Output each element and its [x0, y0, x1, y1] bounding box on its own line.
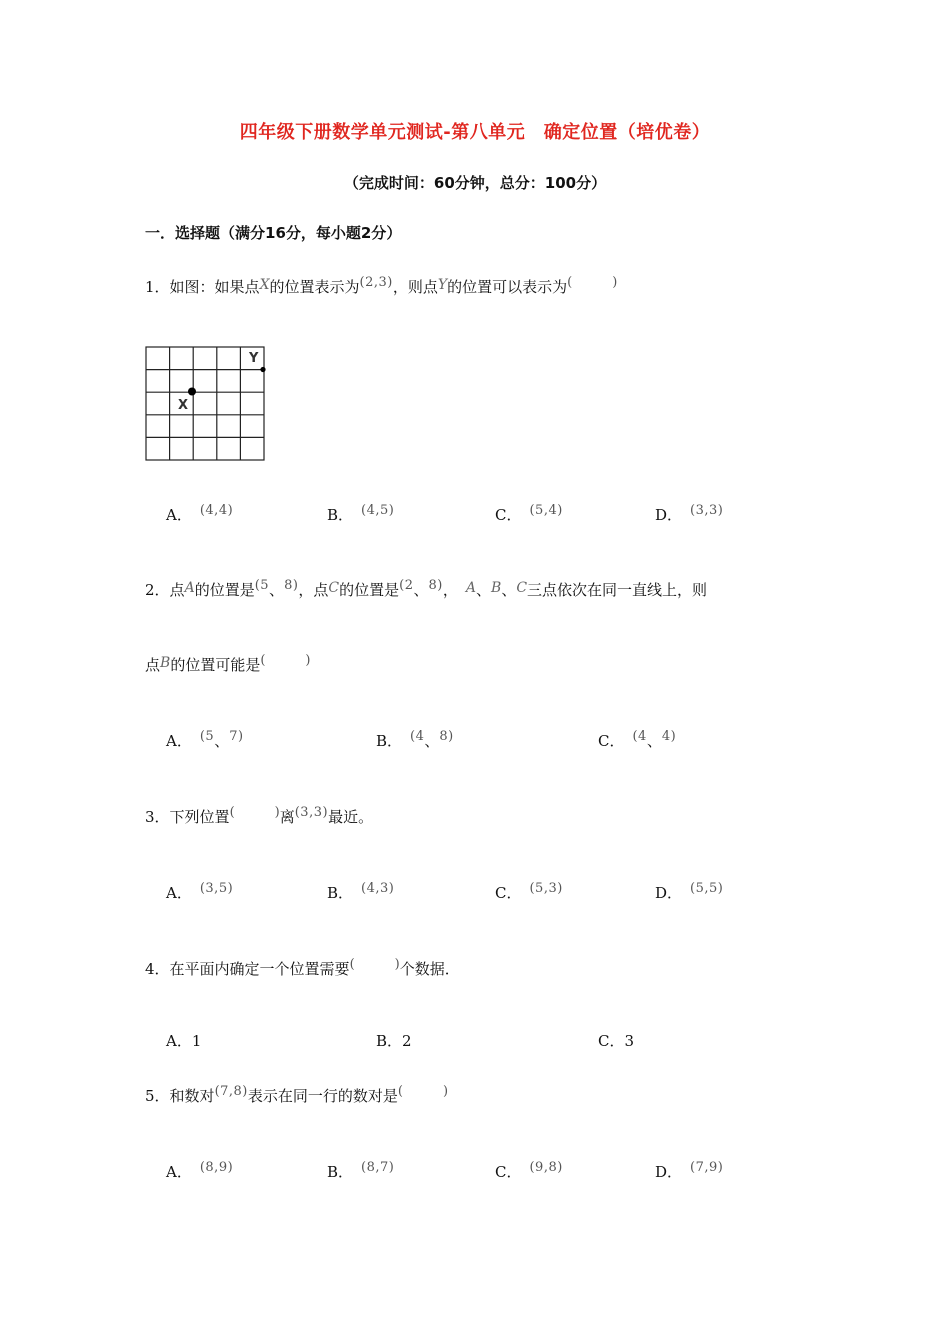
point-x-dot [188, 388, 196, 396]
question-2: 2．点A的位置是(5、8)，点C的位置是(2、8)， A、B、C三点依次在同一直线上，则 [145, 578, 708, 599]
q2-option-a[interactable]: A． (5、7) [166, 729, 244, 750]
q3-option-a[interactable]: A． (3,5) [166, 881, 234, 902]
question-1: 1．如图：如果点X的位置表示为(2,3)，则点Y的位置可以表示为( ) [145, 275, 618, 296]
q5-option-a[interactable]: A． (8,9) [166, 1160, 234, 1181]
q3-option-b[interactable]: B． (4,3) [327, 881, 395, 902]
q4-option-c[interactable]: C．3 [598, 1032, 635, 1050]
point-y-dot [260, 367, 265, 372]
question-number: 5． [145, 1087, 170, 1105]
q1-option-a[interactable]: A． (4,4) [166, 503, 234, 524]
coordinate-grid [144, 346, 270, 464]
section-heading: 一．选择题（满分16分，每小题2分） [145, 224, 402, 242]
q3-option-d[interactable]: D． (5,5) [655, 881, 724, 902]
q5-option-c[interactable]: C． (9,8) [495, 1160, 563, 1181]
q3-option-c[interactable]: C． (5,3) [495, 881, 563, 902]
q4-option-a[interactable]: A．1 [166, 1032, 202, 1050]
q5-option-d[interactable]: D． (7,9) [655, 1160, 724, 1181]
question-2-line-2: 点B的位置可能是( ) [145, 653, 311, 674]
point-x-label: X [178, 398, 189, 413]
page-subtitle: （完成时间：60分钟，总分：100分） [343, 174, 607, 192]
question-number: 1． [145, 278, 170, 296]
q5-option-b[interactable]: B． (8,7) [327, 1160, 395, 1181]
question-number: 4． [145, 960, 170, 978]
q1-option-d[interactable]: D． (3,3) [655, 503, 724, 524]
q1-option-b[interactable]: B． (4,5) [327, 503, 395, 524]
q2-option-b[interactable]: B． (4、8) [376, 729, 454, 750]
question-3: 3．下列位置( )离(3,3)最近。 [145, 805, 374, 826]
question-5: 5．和数对(7,8)表示在同一行的数对是( ) [145, 1084, 449, 1105]
question-number: 3． [145, 808, 170, 826]
q1-option-c[interactable]: C． (5,4) [495, 503, 563, 524]
q2-option-c[interactable]: C． (4、4) [598, 729, 677, 750]
question-4: 4．在平面内确定一个位置需要( )个数据． [145, 957, 460, 978]
q4-option-b[interactable]: B．2 [376, 1032, 412, 1050]
point-y-label: Y [249, 351, 259, 366]
question-number: 2． [145, 581, 170, 599]
page-title: 四年级下册数学单元测试-第八单元 确定位置（培优卷） [239, 122, 711, 143]
